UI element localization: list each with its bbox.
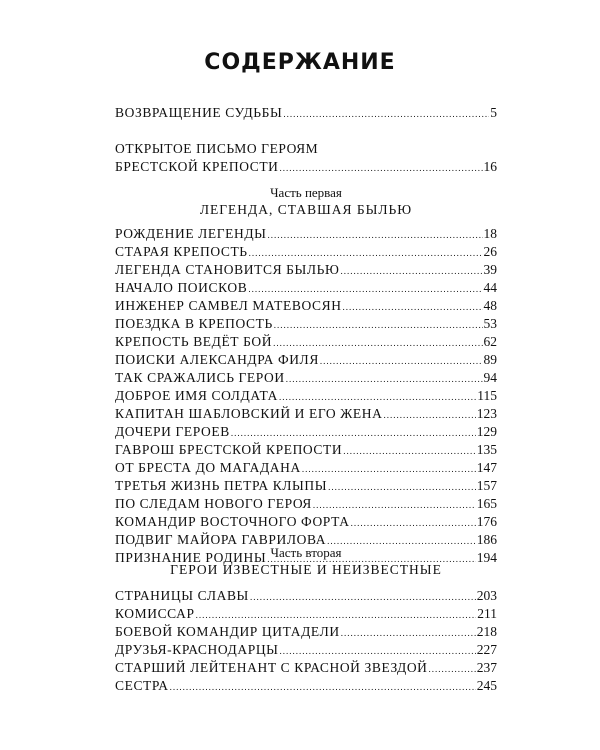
- entry-title: ТРЕТЬЯ ЖИЗНЬ ПЕТРА КЛЫПЫ: [115, 478, 328, 493]
- entry-title: ДОБРОЕ ИМЯ СОЛДАТА: [115, 388, 279, 403]
- toc-part1-list: [115, 225, 497, 567]
- entry-page-number: 94: [483, 370, 497, 385]
- dot-leader: [320, 352, 483, 370]
- toc-entry[interactable]: [115, 513, 497, 531]
- toc-entry[interactable]: [115, 605, 497, 623]
- dot-leader: [280, 159, 483, 177]
- toc-entry[interactable]: [115, 623, 497, 641]
- entry-page-number: 26: [483, 244, 497, 259]
- entry-page-number: 157: [476, 478, 497, 493]
- toc-entry[interactable]: [115, 405, 497, 423]
- entry-page-number: 39: [483, 262, 497, 277]
- part-kicker: Часть первая: [270, 185, 342, 200]
- part-heading: [115, 185, 497, 219]
- entry-page-number: 176: [476, 514, 497, 529]
- entry-title: СТАРШИЙ ЛЕЙТЕНАНТ С КРАСНОЙ ЗВЕЗДОЙ: [115, 660, 428, 675]
- entry-title: КОМИССАР: [115, 606, 195, 621]
- dot-leader: [170, 678, 476, 696]
- entry-title: БРЕСТСКОЙ КРЕПОСТИ: [115, 159, 279, 174]
- toc-entry[interactable]: [115, 333, 497, 351]
- dot-leader: [328, 478, 476, 496]
- dot-leader: [279, 388, 476, 406]
- dot-leader: [313, 496, 476, 514]
- entry-title: ЛЕГЕНДА СТАНОВИТСЯ БЫЛЬЮ: [115, 262, 340, 277]
- entry-title: ДРУЗЬЯ-КРАСНОДАРЦЫ: [115, 642, 279, 657]
- toc-entry[interactable]: [115, 158, 497, 176]
- entry-page-number: 5: [490, 105, 497, 120]
- entry-page-number: 129: [476, 424, 497, 439]
- toc-entry[interactable]: [115, 261, 497, 279]
- toc-entry[interactable]: [115, 441, 497, 459]
- entry-title: ПРИЗНАНИЕ РОДИНЫ: [115, 550, 267, 565]
- toc-entry[interactable]: [115, 297, 497, 315]
- part-title: ЛЕГЕНДА, СТАВШАЯ БЫЛЬЮ: [199, 202, 413, 217]
- dot-leader: [302, 460, 476, 478]
- toc-entry[interactable]: [115, 243, 497, 261]
- entry-page-number: 48: [483, 298, 497, 313]
- dot-leader: [429, 660, 476, 678]
- entry-page-number: 89: [483, 352, 497, 367]
- dot-leader: [248, 280, 482, 298]
- entry-page-number: 115: [477, 388, 497, 403]
- entry-page-number: 237: [476, 660, 497, 675]
- toc-entry[interactable]: [115, 477, 497, 495]
- dot-leader: [351, 514, 476, 532]
- entry-title: РОЖДЕНИЕ ЛЕГЕНДЫ: [115, 226, 267, 241]
- toc-entry[interactable]: [115, 104, 497, 122]
- dot-leader: [383, 406, 475, 424]
- entry-title: СТАРАЯ КРЕПОСТЬ: [115, 244, 248, 259]
- dot-leader: [341, 624, 476, 642]
- entry-page-number: 53: [483, 316, 497, 331]
- entry-page-number: 194: [476, 550, 497, 565]
- toc-entry[interactable]: [115, 459, 497, 477]
- entry-page-number: 186: [476, 532, 497, 547]
- entry-title: КОМАНДИР ВОСТОЧНОГО ФОРТА: [115, 514, 350, 529]
- entry-page-number: 245: [476, 678, 497, 693]
- dot-leader: [343, 298, 483, 316]
- entry-page-number: 123: [476, 406, 497, 421]
- page-title: СОДЕРЖАНИЕ: [204, 50, 396, 75]
- dot-leader: [274, 316, 483, 334]
- entry-page-number: 147: [476, 460, 497, 475]
- entry-page-number: 203: [476, 588, 497, 603]
- entry-title: ТАК СРАЖАЛИСЬ ГЕРОИ: [115, 370, 285, 385]
- entry-title: КРЕПОСТЬ ВЕДЁТ БОЙ: [115, 334, 273, 349]
- entry-title-line[interactable]: ОТКРЫТОЕ ПИСЬМО ГЕРОЯМ: [115, 141, 319, 156]
- entry-title: СЕСТРА: [115, 678, 169, 693]
- toc-entry[interactable]: [115, 225, 497, 243]
- entry-page-number: 218: [476, 624, 497, 639]
- entry-title: ГАВРОШ БРЕСТСКОЙ КРЕПОСТИ: [115, 442, 343, 457]
- toc-intro: [115, 104, 497, 122]
- entry-page-number: 44: [483, 280, 497, 295]
- entry-title: СТРАНИЦЫ СЛАВЫ: [115, 588, 249, 603]
- toc-entry[interactable]: [115, 641, 497, 659]
- toc-entry[interactable]: [115, 677, 497, 695]
- entry-title: БОЕВОЙ КОМАНДИР ЦИТАДЕЛИ: [115, 624, 340, 639]
- dot-leader: [273, 334, 482, 352]
- entry-page-number: 62: [483, 334, 497, 349]
- dot-leader: [286, 370, 483, 388]
- dot-leader: [268, 226, 483, 244]
- entry-title: ВОЗВРАЩЕНИЕ СУДЬБЫ: [115, 105, 283, 120]
- entry-page-number: 227: [476, 642, 497, 657]
- dot-leader: [280, 642, 476, 660]
- entry-title: ПОДВИГ МАЙОРА ГАВРИЛОВА: [115, 532, 327, 547]
- entry-title: КАПИТАН ШАБЛОВСКИЙ И ЕГО ЖЕНА: [115, 406, 383, 421]
- toc-entry[interactable]: [115, 423, 497, 441]
- entry-page-number: 211: [477, 606, 497, 621]
- toc-entry[interactable]: [115, 587, 497, 605]
- toc-entry[interactable]: [115, 369, 497, 387]
- toc-entry[interactable]: [115, 659, 497, 677]
- toc-entry[interactable]: [115, 279, 497, 297]
- entry-page-number: 165: [476, 496, 497, 511]
- toc-entry[interactable]: [115, 495, 497, 513]
- entry-title: ДОЧЕРИ ГЕРОЕВ: [115, 424, 230, 439]
- toc-entry[interactable]: [115, 387, 497, 405]
- dot-leader: [249, 244, 483, 262]
- toc-intro-letter: [115, 140, 497, 176]
- entry-title: ПО СЛЕДАМ НОВОГО ГЕРОЯ: [115, 496, 312, 511]
- dot-leader: [196, 606, 477, 624]
- toc-part2-list: [115, 587, 497, 695]
- entry-title: ПОЕЗДКА В КРЕПОСТЬ: [115, 316, 273, 331]
- dot-leader: [340, 262, 482, 280]
- part-kicker: Часть вторая: [270, 545, 342, 560]
- part-title: ГЕРОИ ИЗВЕСТНЫЕ И НЕИЗВЕСТНЫЕ: [170, 562, 442, 577]
- entry-title: НАЧАЛО ПОИСКОВ: [115, 280, 248, 295]
- toc-entry[interactable]: [115, 315, 497, 333]
- dot-leader: [283, 105, 489, 123]
- entry-title: ПОИСКИ АЛЕКСАНДРА ФИЛЯ: [115, 352, 319, 367]
- entry-title: ИНЖЕНЕР САМВЕЛ МАТЕВОСЯН: [115, 298, 342, 313]
- dot-leader: [231, 424, 476, 442]
- part-heading: [115, 545, 497, 579]
- entry-title: ОТ БРЕСТА ДО МАГАДАНА: [115, 460, 301, 475]
- entry-page-number: 135: [476, 442, 497, 457]
- dot-leader: [250, 588, 476, 606]
- toc-entry[interactable]: [115, 351, 497, 369]
- entry-page-number: 16: [483, 159, 497, 174]
- dot-leader: [343, 442, 476, 460]
- entry-page-number: 18: [483, 226, 497, 241]
